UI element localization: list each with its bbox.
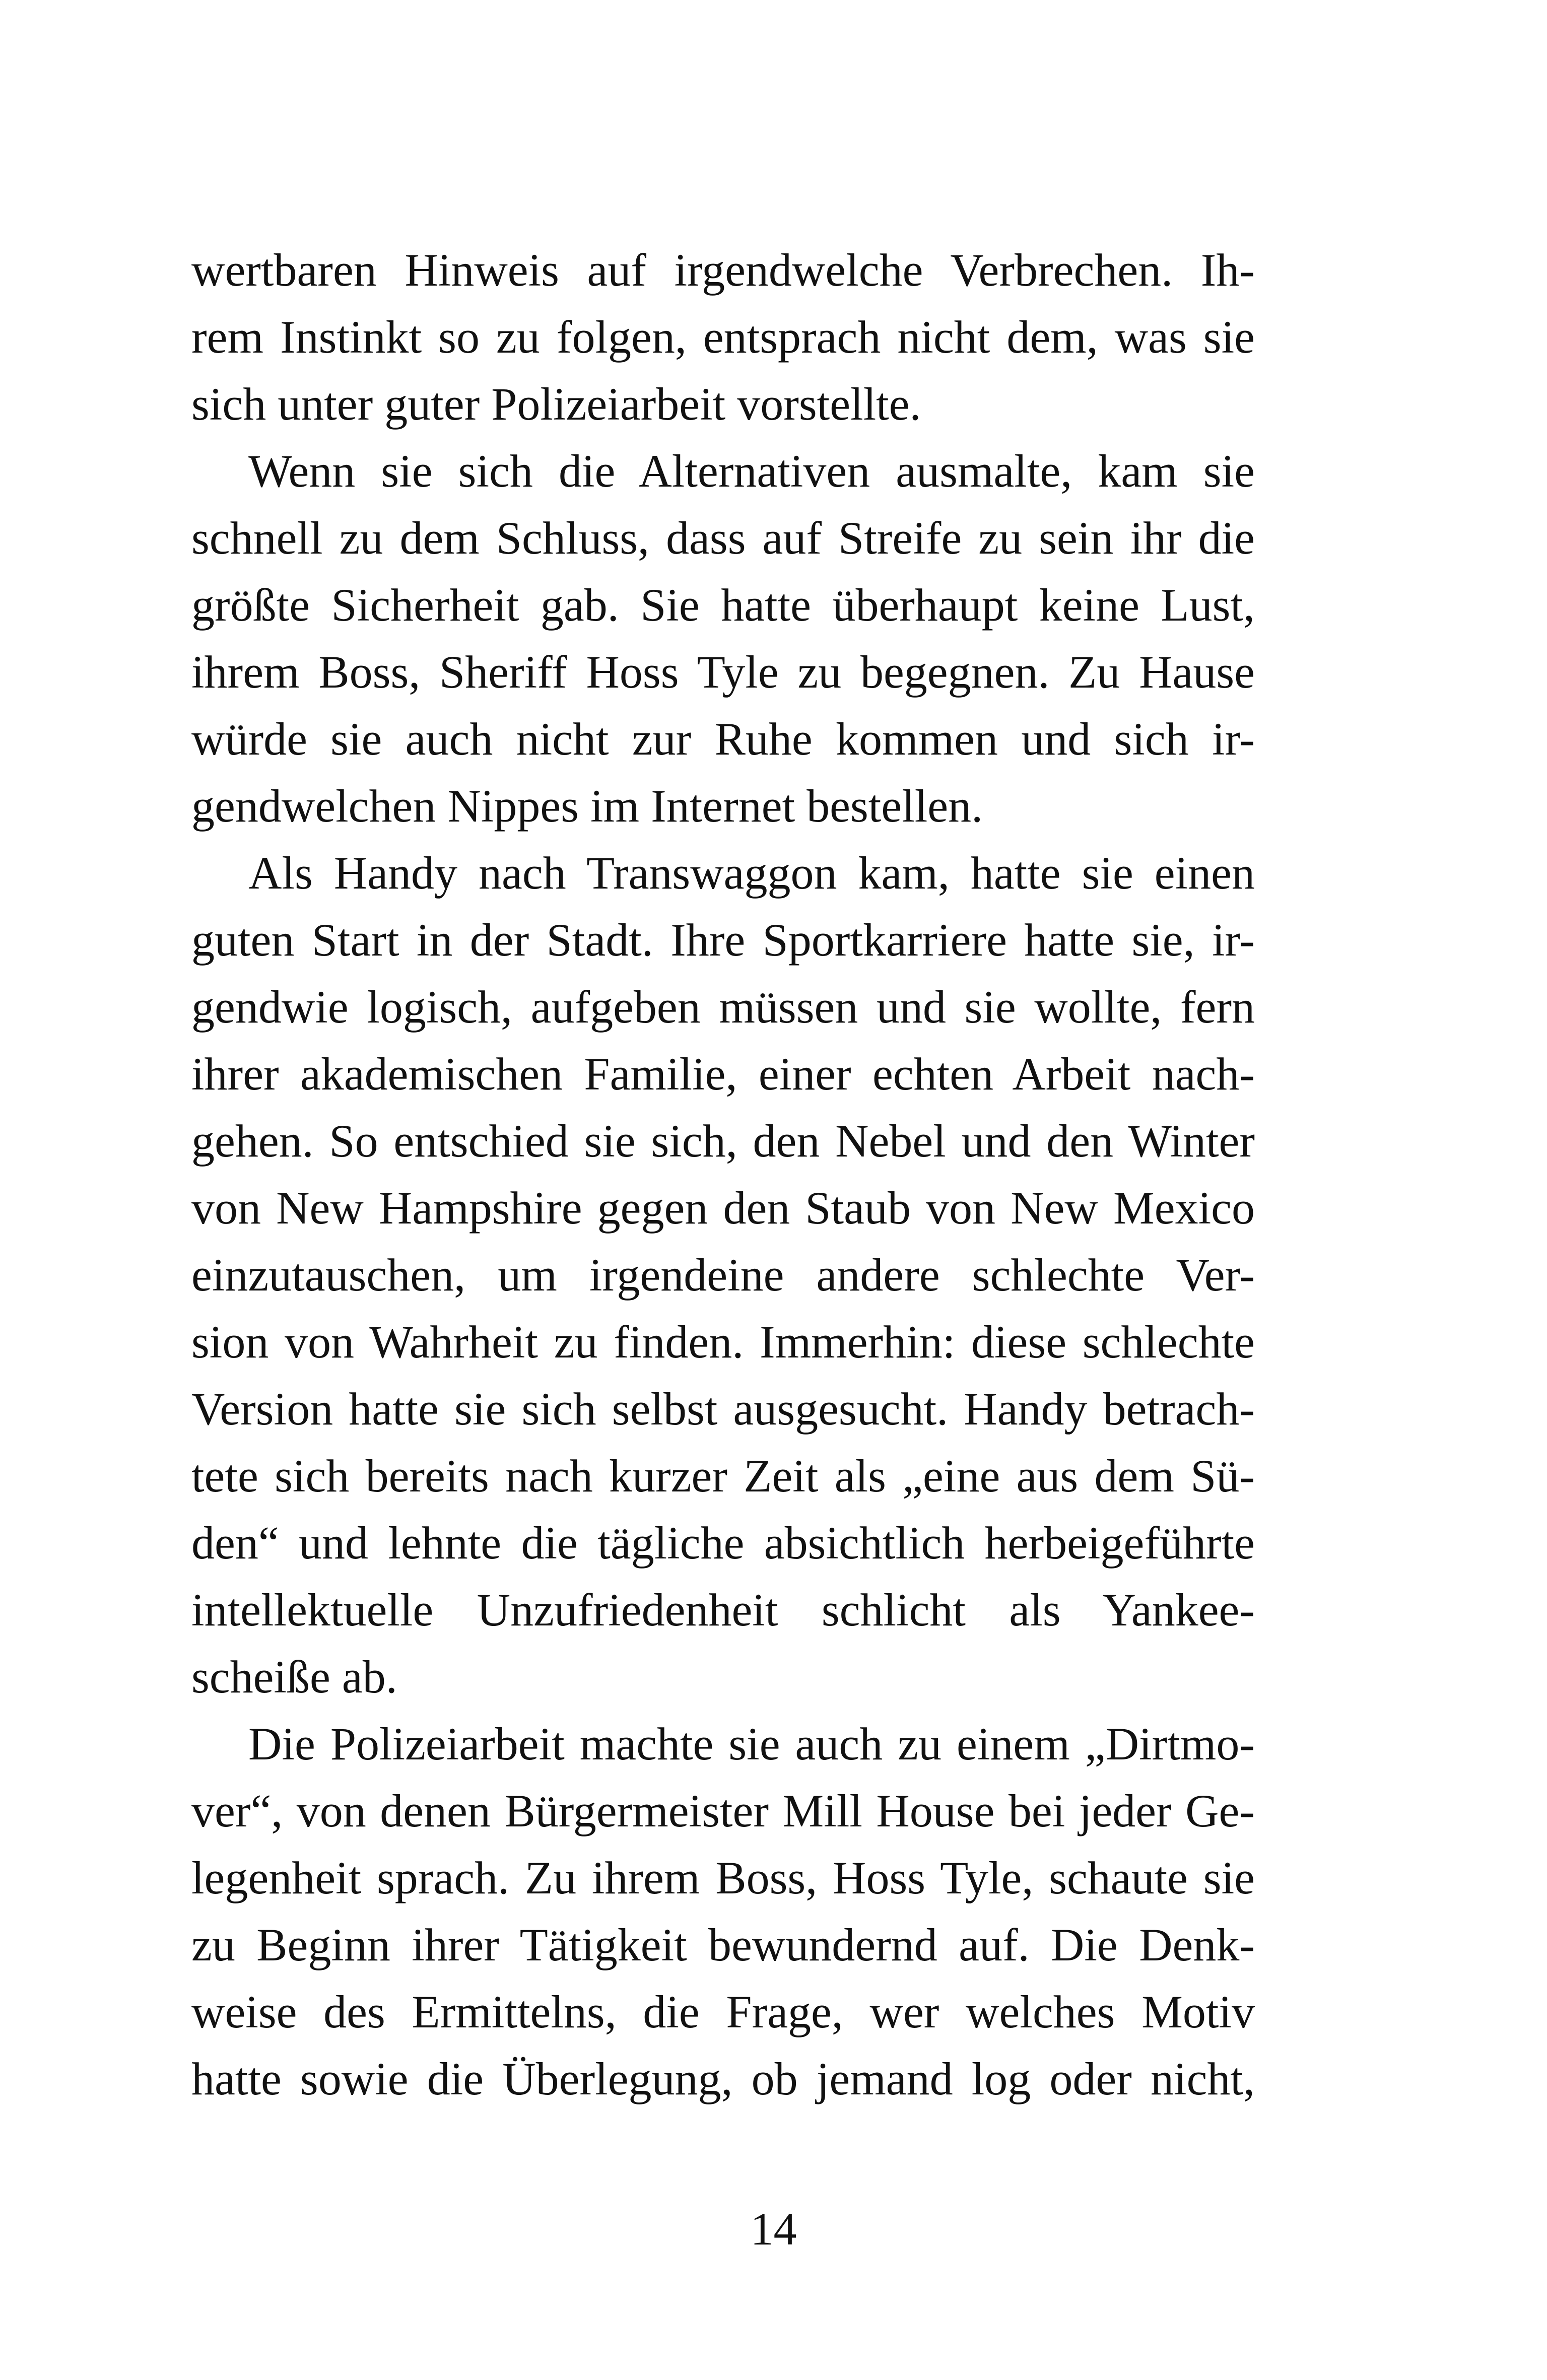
paragraph (191, 1711, 1255, 2113)
text-line: scheiße ab. (191, 1651, 397, 1703)
text-line: würde sie auch nicht zur Ruhe kommen und sich ir- (191, 713, 1255, 765)
text-line: rem Instinkt so zu folgen, entsprach nicht dem, was sie (191, 311, 1255, 363)
text-line: intellektuelle Unzufriedenheit schlicht als Yankee- (191, 1584, 1255, 1636)
text-line: gehen. So entschied sie sich, den Nebel und den Winter (191, 1115, 1255, 1167)
text-line: Die Polizeiarbeit machte sie auch zu einem „Dirtmo- (248, 1718, 1255, 1770)
text-line: einzutauschen, um irgendeine andere schlechte Ver- (191, 1249, 1255, 1301)
text-line: Version hatte sie sich selbst ausgesucht. Handy betrach- (191, 1383, 1255, 1435)
text-line: gendwelchen Nippes im Internet bestellen. (191, 780, 983, 832)
text-line: Als Handy nach Transwaggon kam, hatte sie einen (248, 847, 1255, 899)
text-line: tete sich bereits nach kurzer Zeit als „eine aus dem Sü- (191, 1450, 1255, 1502)
paragraph (191, 840, 1255, 1711)
text-line: den“ und lehnte die tägliche absichtlich herbeigeführte (191, 1517, 1255, 1569)
text-line: hatte sowie die Überlegung, ob jemand log oder nicht, (191, 2053, 1255, 2104)
text-line: legenheit sprach. Zu ihrem Boss, Hoss Tyle, schaute sie (191, 1852, 1255, 1903)
text-line: sion von Wahrheit zu finden. Immerhin: diese schlechte (191, 1316, 1255, 1368)
text-line: Wenn sie sich die Alternativen ausmalte, kam sie (248, 445, 1255, 497)
text-line: guten Start in der Stadt. Ihre Sportkarriere hatte sie, ir- (191, 914, 1255, 966)
paragraph (191, 438, 1255, 840)
text-line: schnell zu dem Schluss, dass auf Streife zu sein ihr die (191, 512, 1255, 564)
text-line: sich unter guter Polizeiarbeit vorstellte. (191, 378, 921, 430)
paragraph (191, 237, 1255, 438)
text-line: ihrem Boss, Sheriff Hoss Tyle zu begegnen. Zu Hause (191, 646, 1255, 698)
text-line: gendwie logisch, aufgeben müssen und sie wollte, fern (191, 981, 1255, 1033)
body-text (191, 237, 1255, 2113)
text-line: zu Beginn ihrer Tätigkeit bewundernd auf. Die Denk- (191, 1919, 1255, 1970)
text-line: weise des Ermittelns, die Frage, wer welches Motiv (191, 1986, 1255, 2037)
text-line: größte Sicherheit gab. Sie hatte überhaupt keine Lust, (191, 579, 1255, 631)
text-line: ihrer akademischen Familie, einer echten Arbeit nach- (191, 1048, 1255, 1100)
text-line: wertbaren Hinweis auf irgendwelche Verbrechen. Ih- (191, 244, 1255, 296)
text-line: ver“, von denen Bürgermeister Mill House bei jeder Ge- (191, 1785, 1255, 1837)
page-number: 14 (750, 2203, 797, 2255)
text-line: von New Hampshire gegen den Staub von New Mexico (191, 1182, 1255, 1234)
